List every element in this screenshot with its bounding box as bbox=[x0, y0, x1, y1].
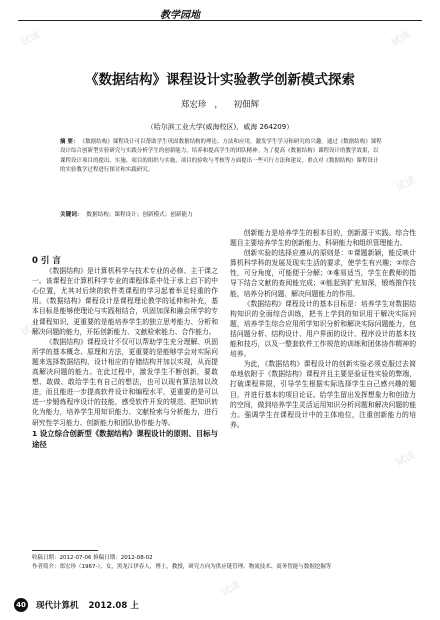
footnote-rule bbox=[32, 550, 98, 551]
watermark: 试读 bbox=[394, 174, 418, 194]
page-footer bbox=[14, 598, 139, 612]
paragraph: 《数据结构》课程设计的基本目标是：培养学生对数据结构知识的全面综合训练，把书上学到的知识用于解决实际问题，培养学生综合应用所学知识分析和解决实际问题能力，包括问题分析、结构设计、用户界面的设计、程序设计的基本技能和技巧，以及一整套软件工作规范的训练和团体协作精神的培养。 bbox=[230, 299, 416, 359]
paragraph: 为此，《数据结构》课程设计的创新实验必须克服过去简单地依附于《数据结构》课程并且主要是验证性实验的弊端，打破课程界限，引导学生根据实际选择学生自己感兴趣的题目，并进行基本的项目论证。给学生留出发挥想象力和创造力的空间，做到培养学生灵活运用知识分析问题和解决问题的能力。强调学生在课程设计中的主体地位，注重创新能力的培养。 bbox=[230, 360, 416, 429]
watermark: 试读 bbox=[389, 29, 413, 49]
watermark: 试读 bbox=[219, 579, 243, 599]
paragraph: 创新实验的选择应遵从的原则是：①课题新颖，能反映计算机科学科的发展及现实生活的要求，使学生有兴趣；②综合性，可分角度，可能便于分解；③难易适当，学生在教师的指导下结合文献的查阅能完成；④能起到扩充加深，锻炼推作技能，培养分析问题、解决问题能力的作用。 bbox=[230, 249, 416, 298]
paragraph: 《数据结构》是计算机科学与技术专业的必修、主干课之一。该课程在计算机科学专业的课程体系中处于承上启下的中心位置，尤其对后续的软件类课程的学习起着举足轻重的作用。《数据结构》课程设计是课程理论教学的延伸和补充，基本目标是能够使理论与实践相结合，巩固加深和融会所学的专业课程知识，更重要的是能培养学生的独立思考能力、分析和解决问题的能力，开拓创新能力、文献检索能力、合作能力。 bbox=[32, 267, 218, 336]
section-label: 教学园地 bbox=[160, 10, 200, 21]
paragraph: 创新能力是培养学生的根本目的，创新源于实践。综合性题目主要培养学生的创新能力、科研能力和组织管理能力。 bbox=[230, 229, 416, 248]
journal-name: 现代计算机 bbox=[36, 601, 79, 611]
keywords-label: 关键词： bbox=[60, 212, 83, 218]
section-heading: 0 引 言 bbox=[32, 256, 61, 266]
keywords bbox=[60, 210, 382, 218]
author-list: 郑宏珍 ， 初佃辉 bbox=[180, 100, 260, 110]
abstract-text: 《数据结构》课程设计可以帮助学生巩固数据结构的理论、方法和应用，激发学生学习和研究的兴趣。通过《数据结构》课程设计综合创新型实验研究与实践分析学生的创新能力，培养和提高学生的团队精神。为了提高《数据结构》课程设计的教学效果，以课程设计项目的提出、实施、项目的组织与实施、项目的验收与考核等方面提出一些可行方法和建议。重点对《数据结构》课程设计的实验教学过程进行探讨和实践研究。 bbox=[60, 139, 382, 174]
subsection-heading: 1 设立综合创新型《数据结构》课程设计的原则、目标与途径 bbox=[32, 428, 218, 449]
footnote-dates: 收稿日期：2012-07-06 修稿日期：2012-08-02 bbox=[32, 555, 153, 561]
watermark: 试读 bbox=[19, 319, 43, 339]
header-rule bbox=[18, 20, 422, 21]
author-name: 郑宏珍 bbox=[180, 100, 207, 110]
abstract bbox=[60, 138, 382, 176]
watermark: 试读 bbox=[19, 29, 43, 49]
keywords-text: 数据结构；课程设计；创新模式；创新能力 bbox=[86, 212, 193, 218]
page-number: 40 bbox=[14, 598, 28, 612]
paragraph: 《数据结构》课程设计不仅可以帮助学生充分理解、巩固所学的基本概念、原理和方法，更重要的是能够学会对实际问题来选择数据结构、设计相应的存储结构并加以实现，从而提高解决问题的能力。在此过程中，激发学生不断创新，要敢想、敢做、敢给学生有自己的想法，也可以现有算法加以改进，而且能进一步提高软件设计和编程水平，更重要的是可以进一步锻炼程序设计的技能，感受软件开发的规范、把知识转化为能力，培养学生用知识能力、文献检索与分析能力，进行研究性学习能力、创新能力和团队协作能力等。 bbox=[32, 337, 218, 427]
watermark: 试读 bbox=[394, 449, 418, 469]
abstract-label: 摘 要： bbox=[60, 139, 79, 145]
article-title: 《数据结构》课程设计实验教学创新模式探索 bbox=[85, 72, 355, 88]
footnote bbox=[32, 554, 416, 572]
footnote-bio: 作者简介：郑宏珍（1967-），女，黑龙江伊春人，博士，教授，研究方向为供应链管理、物流技术、商务智能与数据挖掘等 bbox=[32, 564, 332, 570]
affiliation: （哈尔滨工业大学(威海校区)，威海 264209） bbox=[146, 123, 294, 131]
right-column bbox=[230, 228, 416, 430]
issue-date: 2012.08 上 bbox=[88, 601, 139, 611]
left-column bbox=[32, 256, 218, 450]
author-name: 初佃辉 bbox=[233, 100, 260, 110]
